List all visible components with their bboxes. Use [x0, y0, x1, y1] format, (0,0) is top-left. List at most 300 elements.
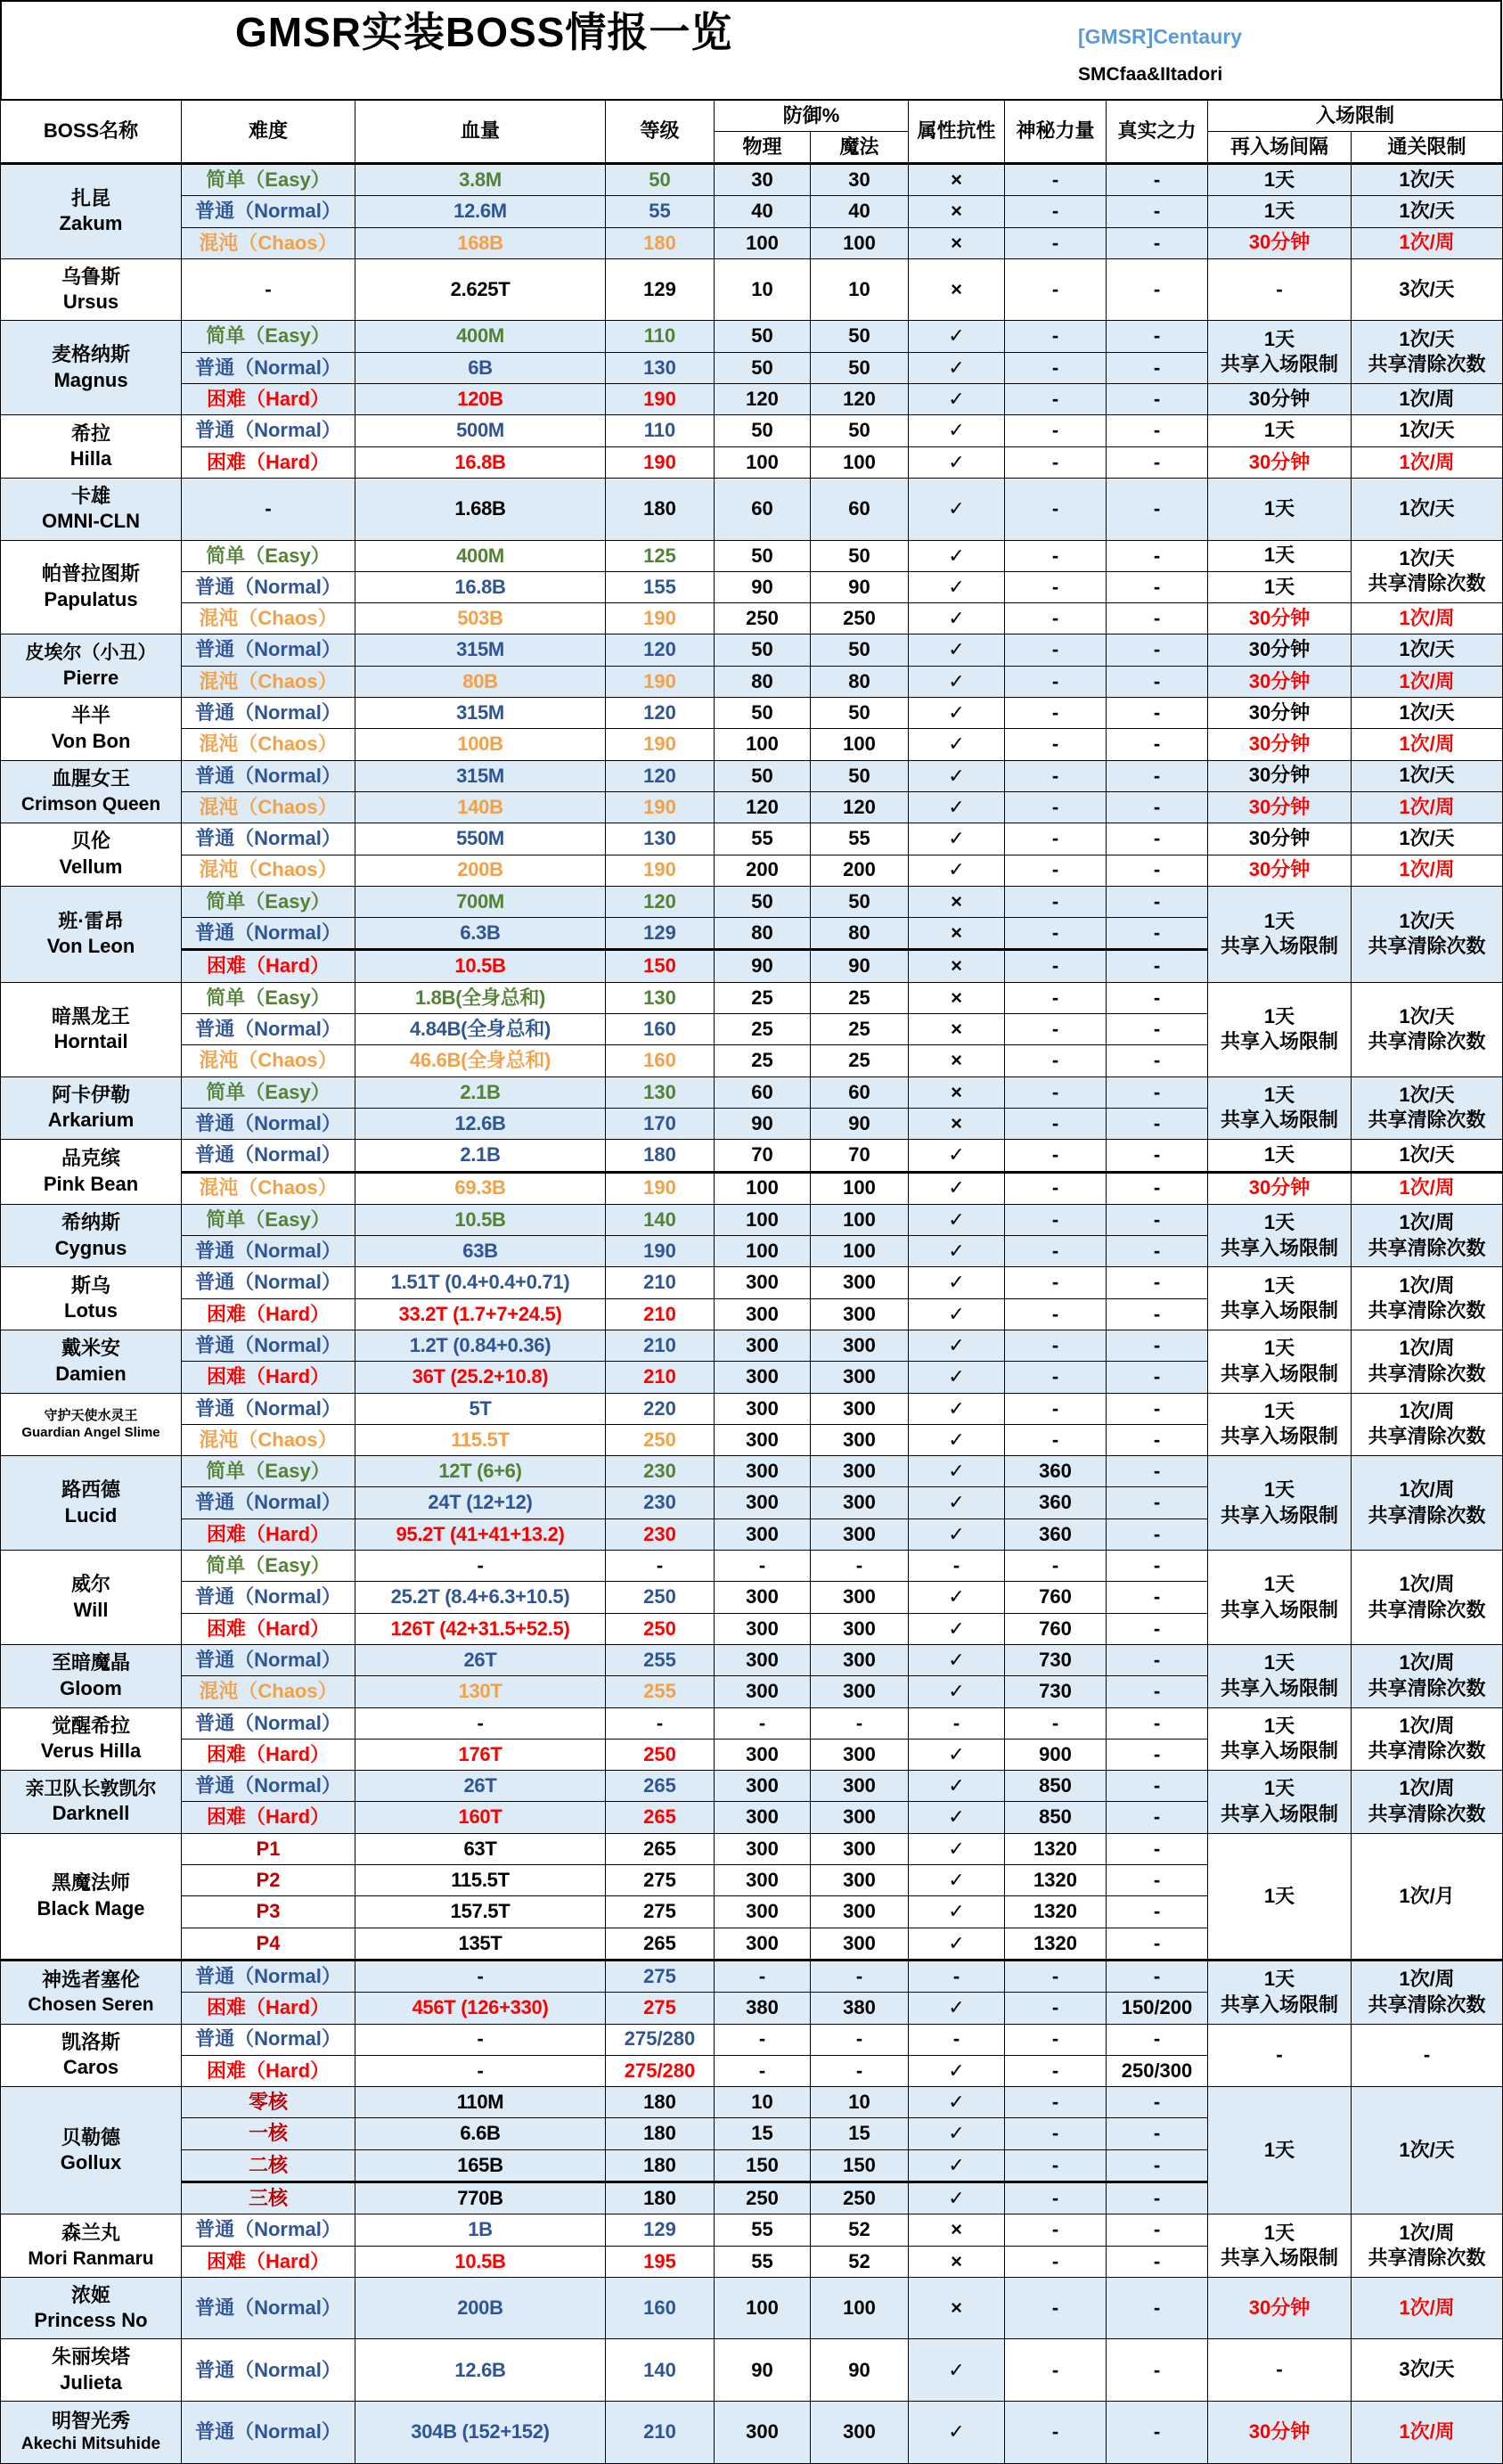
- boss-name-cn: 明智光秀: [51, 2409, 130, 2432]
- boss-name-en: Gloom: [60, 1676, 122, 1699]
- boss-name-cell: [1, 321, 182, 415]
- level-cell: 265: [606, 1928, 715, 1960]
- boss-name-cn: 扎昆: [70, 186, 110, 209]
- physical-defense-cell: 250: [715, 603, 811, 634]
- hp-cell: 115.5T: [355, 1865, 606, 1896]
- boss-row: [1, 227, 1503, 258]
- reentry-interval-value: 1天: [1263, 2221, 1295, 2244]
- shared-entry-note: 共享入场限制: [1220, 1503, 1338, 1527]
- reentry-interval-value: 1天: [1263, 1143, 1295, 1167]
- boss-name-cn: 神选者塞伦: [41, 1968, 140, 1991]
- level-cell: 265: [606, 1771, 715, 1802]
- arcane-force-cell: -: [1005, 886, 1107, 917]
- physical-defense-cell: -: [715, 1960, 811, 1992]
- clear-limit-cell: [1352, 982, 1503, 1076]
- clear-limit-value: 1次/周: [1399, 1714, 1455, 1737]
- arcane-force-cell: 360: [1005, 1456, 1107, 1487]
- clear-limit-value: 1次/周: [1399, 669, 1455, 692]
- hp-cell: 33.2T (1.7+7+24.5): [355, 1298, 606, 1330]
- level-cell: 220: [606, 1393, 715, 1424]
- magic-defense-cell: 120: [811, 384, 909, 415]
- hp-cell: 315M: [355, 760, 606, 791]
- boss-row: [1, 698, 1503, 729]
- arcane-force-cell: -: [1005, 982, 1107, 1013]
- clear-limit-value: 1次/天: [1399, 496, 1455, 520]
- hp-cell: 1B: [355, 2214, 606, 2246]
- authentic-force-cell: -: [1107, 2087, 1208, 2118]
- shared-clear-note: 共享清除次数: [1368, 572, 1486, 595]
- shared-entry-note: 共享入场限制: [1220, 1362, 1338, 1385]
- physical-defense-cell: -: [715, 2024, 811, 2055]
- physical-defense-cell: 100: [715, 1204, 811, 1235]
- hp-cell: 1.68B: [355, 478, 606, 540]
- arcane-force-cell: -: [1005, 760, 1107, 791]
- magic-defense-cell: 100: [811, 446, 909, 478]
- magic-defense-cell: 300: [811, 1739, 909, 1770]
- reentry-interval-cell: [1208, 2024, 1352, 2087]
- boss-name-cn: 乌鲁斯: [61, 265, 120, 288]
- boss-row: [1, 1707, 1503, 1739]
- shared-entry-note: 共享入场限制: [1220, 1598, 1338, 1621]
- reentry-interval-cell: [1208, 698, 1352, 729]
- physical-defense-cell: 300: [715, 1362, 811, 1393]
- level-cell: 180: [606, 1140, 715, 1172]
- boss-name-cell: [1, 2339, 182, 2402]
- physical-defense-cell: 30: [715, 164, 811, 196]
- hp-cell: 5T: [355, 1393, 606, 1424]
- magic-defense-cell: 300: [811, 2402, 909, 2464]
- hp-cell: 16.8B: [355, 571, 606, 602]
- hp-cell: 95.2T (41+41+13.2): [355, 1519, 606, 1550]
- difficulty-cell: 普通（Normal）: [182, 760, 355, 791]
- reentry-interval-value: 30分钟: [1248, 607, 1311, 629]
- check-icon: ✓: [909, 1330, 1005, 1361]
- credit-server-tag: [GMSR]Centaury: [1078, 25, 1243, 48]
- arcane-force-cell: -: [1005, 2277, 1107, 2339]
- arcane-force-cell: -: [1005, 950, 1107, 982]
- level-cell: 160: [606, 2277, 715, 2339]
- arcane-force-cell: 730: [1005, 1644, 1107, 1675]
- reentry-interval-cell: [1208, 1456, 1352, 1551]
- magic-defense-cell: 300: [811, 1582, 909, 1613]
- authentic-force-cell: -: [1107, 321, 1208, 352]
- physical-defense-cell: 300: [715, 1833, 811, 1864]
- clear-limit-cell: [1352, 1707, 1503, 1771]
- magic-defense-cell: 90: [811, 2339, 909, 2402]
- boss-name-cn: 贝勒德: [61, 2125, 120, 2149]
- level-cell: 255: [606, 1676, 715, 1707]
- difficulty-cell: P3: [182, 1896, 355, 1928]
- authentic-force-cell: -: [1107, 2118, 1208, 2149]
- boss-name-en: Von Leon: [46, 935, 135, 958]
- authentic-force-cell: -: [1107, 791, 1208, 823]
- level-cell: 230: [606, 1519, 715, 1550]
- level-cell: 120: [606, 634, 715, 666]
- authentic-force-cell: -: [1107, 634, 1208, 666]
- reentry-interval-cell: [1208, 2277, 1352, 2339]
- difficulty-cell: 普通（Normal）: [182, 1393, 355, 1424]
- reentry-interval-cell: [1208, 1644, 1352, 1707]
- boss-name-en: Lucid: [64, 1503, 118, 1527]
- reentry-interval-value: 30分钟: [1248, 764, 1311, 787]
- physical-defense-cell: 25: [715, 1045, 811, 1076]
- arcane-force-cell: -: [1005, 478, 1107, 540]
- difficulty-cell: 困难（Hard）: [182, 1298, 355, 1330]
- reentry-interval-cell: [1208, 196, 1352, 227]
- boss-name-cn: 品克缤: [61, 1147, 120, 1170]
- difficulty-cell: P2: [182, 1865, 355, 1896]
- arcane-force-cell: 850: [1005, 1771, 1107, 1802]
- hp-cell: 1.51T (0.4+0.4+0.71): [355, 1267, 606, 1298]
- physical-defense-cell: 50: [715, 540, 811, 571]
- boss-name-cn: 血腥女王: [51, 767, 130, 790]
- shared-clear-note: 共享清除次数: [1368, 1299, 1486, 1322]
- hp-cell: 36T (25.2+10.8): [355, 1362, 606, 1393]
- level-cell: 170: [606, 1108, 715, 1139]
- magic-defense-cell: 10: [811, 258, 909, 321]
- shared-clear-note: 共享清除次数: [1368, 1993, 1486, 2016]
- difficulty-cell: 简单（Easy）: [182, 1204, 355, 1235]
- hp-cell: -: [355, 1960, 606, 1992]
- hp-cell: 168B: [355, 227, 606, 258]
- authentic-force-cell: -: [1107, 2149, 1208, 2182]
- clear-limit-value: 1次/周: [1399, 2296, 1455, 2319]
- magic-defense-cell: 80: [811, 666, 909, 697]
- physical-defense-cell: 60: [715, 478, 811, 540]
- magic-defense-cell: 300: [811, 1833, 909, 1864]
- difficulty-cell: P4: [182, 1928, 355, 1960]
- arcane-force-cell: -: [1005, 2339, 1107, 2402]
- magic-defense-cell: 100: [811, 2277, 909, 2339]
- authentic-force-cell: -: [1107, 196, 1208, 227]
- reentry-interval-value: 1天: [1263, 2138, 1295, 2161]
- clear-limit-cell: [1352, 1267, 1503, 1330]
- magic-defense-cell: 55: [811, 823, 909, 855]
- clear-limit-value: 1次/周: [1399, 795, 1455, 818]
- physical-defense-cell: 300: [715, 1613, 811, 1644]
- boss-name-cell: [1, 2214, 182, 2278]
- magic-defense-cell: 300: [811, 1456, 909, 1487]
- reentry-interval-cell: [1208, 760, 1352, 791]
- physical-defense-cell: 300: [715, 1739, 811, 1770]
- reentry-interval-value: 1天: [1263, 1478, 1295, 1502]
- reentry-interval-cell: [1208, 227, 1352, 258]
- difficulty-cell: 普通（Normal）: [182, 1707, 355, 1739]
- boss-name-en: Gollux: [60, 2151, 122, 2174]
- clear-limit-value: 1次/天: [1399, 1004, 1455, 1027]
- level-cell: 190: [606, 729, 715, 760]
- arcane-force-cell: 760: [1005, 1613, 1107, 1644]
- magic-defense-cell: 25: [811, 1045, 909, 1076]
- clear-limit-value: 1次/周: [1399, 1211, 1455, 1233]
- hp-cell: 120B: [355, 384, 606, 415]
- magic-defense-cell: 50: [811, 886, 909, 917]
- magic-defense-cell: 300: [811, 1393, 909, 1424]
- difficulty-cell: 混沌（Chaos）: [182, 855, 355, 886]
- physical-defense-cell: 55: [715, 2246, 811, 2277]
- boss-row: [1, 571, 1503, 602]
- shared-entry-note: 共享入场限制: [1220, 1993, 1338, 2016]
- boss-row: [1, 603, 1503, 634]
- difficulty-cell: 困难（Hard）: [182, 446, 355, 478]
- reentry-interval-value: 1天: [1263, 168, 1295, 191]
- difficulty-cell: 简单（Easy）: [182, 164, 355, 196]
- authentic-force-cell: -: [1107, 258, 1208, 321]
- hp-cell: 200B: [355, 855, 606, 886]
- level-cell: 55: [606, 196, 715, 227]
- clear-limit-cell: [1352, 478, 1503, 540]
- cross-icon: ×: [909, 258, 1005, 321]
- clear-limit-value: 1次/天: [1399, 1143, 1455, 1167]
- authentic-force-cell: -: [1107, 1298, 1208, 1330]
- boss-row: [1, 666, 1503, 697]
- boss-name-en: Magnus: [53, 368, 128, 391]
- shared-clear-note: 共享清除次数: [1368, 2247, 1486, 2270]
- reentry-interval-cell: [1208, 478, 1352, 540]
- authentic-force-cell: -: [1107, 1865, 1208, 1896]
- check-icon: ✓: [909, 603, 1005, 634]
- magic-defense-cell: 300: [811, 1519, 909, 1550]
- boss-row: [1, 1644, 1503, 1675]
- physical-defense-cell: 300: [715, 1456, 811, 1487]
- hp-cell: 69.3B: [355, 1172, 606, 1204]
- cross-icon: ×: [909, 982, 1005, 1013]
- difficulty-cell: 普通（Normal）: [182, 1140, 355, 1172]
- check-icon: ✓: [909, 634, 1005, 666]
- check-icon: ✓: [909, 1644, 1005, 1675]
- shared-clear-note: 共享清除次数: [1368, 1109, 1486, 1132]
- clear-limit-value: 1次/周: [1399, 1337, 1455, 1360]
- arcane-force-cell: 1320: [1005, 1896, 1107, 1928]
- difficulty-cell: 普通（Normal）: [182, 1108, 355, 1139]
- boss-name-cell: [1, 886, 182, 982]
- authentic-force-cell: -: [1107, 1487, 1208, 1519]
- reentry-interval-value: 1天: [1263, 1211, 1295, 1233]
- difficulty-cell: 困难（Hard）: [182, 950, 355, 982]
- hp-cell: 304B (152+152): [355, 2402, 606, 2464]
- physical-defense-cell: 120: [715, 791, 811, 823]
- magic-defense-cell: 300: [811, 1267, 909, 1298]
- magic-defense-cell: 300: [811, 1613, 909, 1644]
- magic-defense-cell: 10: [811, 2087, 909, 2118]
- check-icon: ✓: [909, 1582, 1005, 1613]
- arcane-force-cell: -: [1005, 321, 1107, 352]
- level-cell: 190: [606, 384, 715, 415]
- check-icon: ✓: [909, 1771, 1005, 1802]
- boss-name-cn: 帕普拉图斯: [41, 562, 140, 585]
- authentic-force-cell: -: [1107, 415, 1208, 446]
- boss-row: [1, 164, 1503, 196]
- boss-name-en: OMNI-CLN: [42, 510, 140, 533]
- arcane-force-cell: -: [1005, 729, 1107, 760]
- shared-entry-note: 共享入场限制: [1220, 1676, 1338, 1699]
- difficulty-cell: 普通（Normal）: [182, 1487, 355, 1519]
- reentry-interval-cell: [1208, 164, 1352, 196]
- level-cell: 210: [606, 1267, 715, 1298]
- reentry-interval-cell: [1208, 729, 1352, 760]
- reentry-interval-value: 30分钟: [1248, 450, 1311, 473]
- physical-defense-cell: 25: [715, 1014, 811, 1045]
- reentry-interval-cell: [1208, 1330, 1352, 1393]
- check-icon: ✓: [909, 791, 1005, 823]
- reentry-interval-value: 30分钟: [1248, 231, 1311, 254]
- authentic-force-cell: -: [1107, 2339, 1208, 2402]
- reentry-interval-value: 1天: [1263, 419, 1295, 442]
- boss-row: [1, 2214, 1503, 2246]
- physical-defense-cell: 250: [715, 2182, 811, 2214]
- magic-defense-cell: 70: [811, 1140, 909, 1172]
- authentic-force-cell: -: [1107, 352, 1208, 383]
- reentry-interval-cell: [1208, 634, 1352, 666]
- arcane-force-cell: -: [1005, 2182, 1107, 2214]
- level-cell: 129: [606, 2214, 715, 2246]
- level-cell: 180: [606, 478, 715, 540]
- hp-cell: 770B: [355, 2182, 606, 2214]
- boss-row: [1, 1833, 1503, 1864]
- boss-name-en: Zakum: [59, 212, 123, 235]
- difficulty-cell: 简单（Easy）: [182, 321, 355, 352]
- level-cell: 275: [606, 1960, 715, 1992]
- cross-icon: ×: [909, 1076, 1005, 1108]
- boss-name-cn: 黑魔法师: [51, 1871, 130, 1895]
- arcane-force-cell: -: [1005, 1298, 1107, 1330]
- check-icon: ✓: [909, 1613, 1005, 1644]
- level-cell: 255: [606, 1644, 715, 1675]
- reentry-interval-value: -: [1276, 277, 1283, 300]
- magic-defense-cell: 300: [811, 1865, 909, 1896]
- level-cell: 190: [606, 666, 715, 697]
- hp-cell: 160T: [355, 1802, 606, 1833]
- reentry-interval-value: 1天: [1263, 1651, 1295, 1674]
- reentry-interval-cell: [1208, 2087, 1352, 2214]
- authentic-force-cell: -: [1107, 2214, 1208, 2246]
- reentry-interval-cell: [1208, 886, 1352, 982]
- physical-defense-cell: 300: [715, 1487, 811, 1519]
- magic-defense-cell: 90: [811, 950, 909, 982]
- authentic-force-cell: -: [1107, 1045, 1208, 1076]
- check-icon: ✓: [909, 2118, 1005, 2149]
- boss-row: [1, 2339, 1503, 2402]
- magic-defense-cell: 25: [811, 1014, 909, 1045]
- authentic-force-cell: -: [1107, 760, 1208, 791]
- boss-name-cn: 皮埃尔（小丑）: [25, 643, 157, 664]
- boss-row: [1, 823, 1503, 855]
- arcane-force-cell: -: [1005, 1140, 1107, 1172]
- magic-defense-cell: 300: [811, 1928, 909, 1960]
- physical-defense-cell: 10: [715, 258, 811, 321]
- header-clear-limit: 通关限制: [1352, 132, 1503, 164]
- hp-cell: 550M: [355, 823, 606, 855]
- arcane-force-cell: -: [1005, 1014, 1107, 1045]
- arcane-force-cell: -: [1005, 227, 1107, 258]
- boss-name-en: Caros: [62, 2056, 119, 2079]
- magic-defense-cell: 250: [811, 603, 909, 634]
- level-cell: 180: [606, 2149, 715, 2182]
- arcane-force-cell: -: [1005, 2024, 1107, 2055]
- authentic-force-cell: -: [1107, 2402, 1208, 2464]
- boss-name-cn: 希拉: [70, 422, 110, 445]
- level-cell: 129: [606, 258, 715, 321]
- shared-entry-note: 共享入场限制: [1220, 1299, 1338, 1322]
- physical-defense-cell: 90: [715, 571, 811, 602]
- magic-defense-cell: 50: [811, 352, 909, 383]
- boss-name-en: Mori Ranmaru: [28, 2247, 154, 2269]
- physical-defense-cell: 40: [715, 196, 811, 227]
- cross-icon: ×: [909, 2277, 1005, 2339]
- boss-name-en: Vellum: [59, 855, 123, 879]
- boss-row: [1, 1204, 1503, 1235]
- boss-name-cell: [1, 2277, 182, 2339]
- level-cell: 180: [606, 2182, 715, 2214]
- authentic-force-cell: -: [1107, 1644, 1208, 1675]
- magic-defense-cell: 300: [811, 1362, 909, 1393]
- reentry-interval-value: 1天: [1263, 1004, 1295, 1027]
- clear-limit-cell: [1352, 1172, 1503, 1204]
- sheet-title: GMSR实装BOSS情报一览: [235, 9, 733, 55]
- difficulty-cell: -: [182, 258, 355, 321]
- difficulty-cell: 普通（Normal）: [182, 2024, 355, 2055]
- clear-limit-value: -: [1423, 2043, 1431, 2067]
- arcane-force-cell: 360: [1005, 1519, 1107, 1550]
- difficulty-cell: 普通（Normal）: [182, 1267, 355, 1298]
- boss-name-cell: [1, 1551, 182, 1645]
- clear-limit-cell: [1352, 258, 1503, 321]
- table-body: [1, 164, 1503, 2464]
- physical-defense-cell: 300: [715, 1393, 811, 1424]
- boss-name-en: Verus Hilla: [40, 1740, 142, 1763]
- difficulty-cell: 普通（Normal）: [182, 2402, 355, 2464]
- physical-defense-cell: 300: [715, 1424, 811, 1455]
- physical-defense-cell: 300: [715, 1267, 811, 1298]
- physical-defense-cell: 90: [715, 2339, 811, 2402]
- level-cell: 190: [606, 855, 715, 886]
- authentic-force-cell: -: [1107, 666, 1208, 697]
- shared-clear-note: 共享清除次数: [1368, 935, 1486, 958]
- boss-row: [1, 791, 1503, 823]
- hp-cell: 110M: [355, 2087, 606, 2118]
- authentic-force-cell: -: [1107, 1676, 1208, 1707]
- shared-clear-note: 共享清除次数: [1368, 1676, 1486, 1699]
- check-icon: ✓: [909, 1802, 1005, 1833]
- arcane-force-cell: 850: [1005, 1802, 1107, 1833]
- clear-limit-cell: [1352, 760, 1503, 791]
- clear-limit-value: 1次/天: [1399, 1083, 1455, 1106]
- reentry-interval-value: 1天: [1263, 909, 1295, 932]
- boss-row: [1, 415, 1503, 446]
- arcane-force-cell: -: [1005, 1204, 1107, 1235]
- physical-defense-cell: 300: [715, 1330, 811, 1361]
- level-cell: 125: [606, 540, 715, 571]
- difficulty-cell: 二核: [182, 2149, 355, 2182]
- magic-defense-cell: 100: [811, 227, 909, 258]
- check-icon: ✓: [909, 1739, 1005, 1770]
- authentic-force-cell: -: [1107, 1582, 1208, 1613]
- physical-defense-cell: 50: [715, 321, 811, 352]
- shared-clear-note: 共享清除次数: [1368, 1598, 1486, 1621]
- header-hp: 血量: [355, 100, 606, 164]
- clear-limit-cell: [1352, 2024, 1503, 2087]
- boss-name-cn: 希纳斯: [61, 1211, 120, 1233]
- arcane-force-cell: 900: [1005, 1739, 1107, 1770]
- hp-cell: 400M: [355, 540, 606, 571]
- check-icon: ✓: [909, 540, 1005, 571]
- magic-defense-cell: 25: [811, 982, 909, 1013]
- authentic-force-cell: -: [1107, 1519, 1208, 1550]
- level-cell: 230: [606, 1456, 715, 1487]
- level-cell: 275/280: [606, 2024, 715, 2055]
- boss-row: [1, 1960, 1503, 1992]
- authentic-force-cell: -: [1107, 918, 1208, 950]
